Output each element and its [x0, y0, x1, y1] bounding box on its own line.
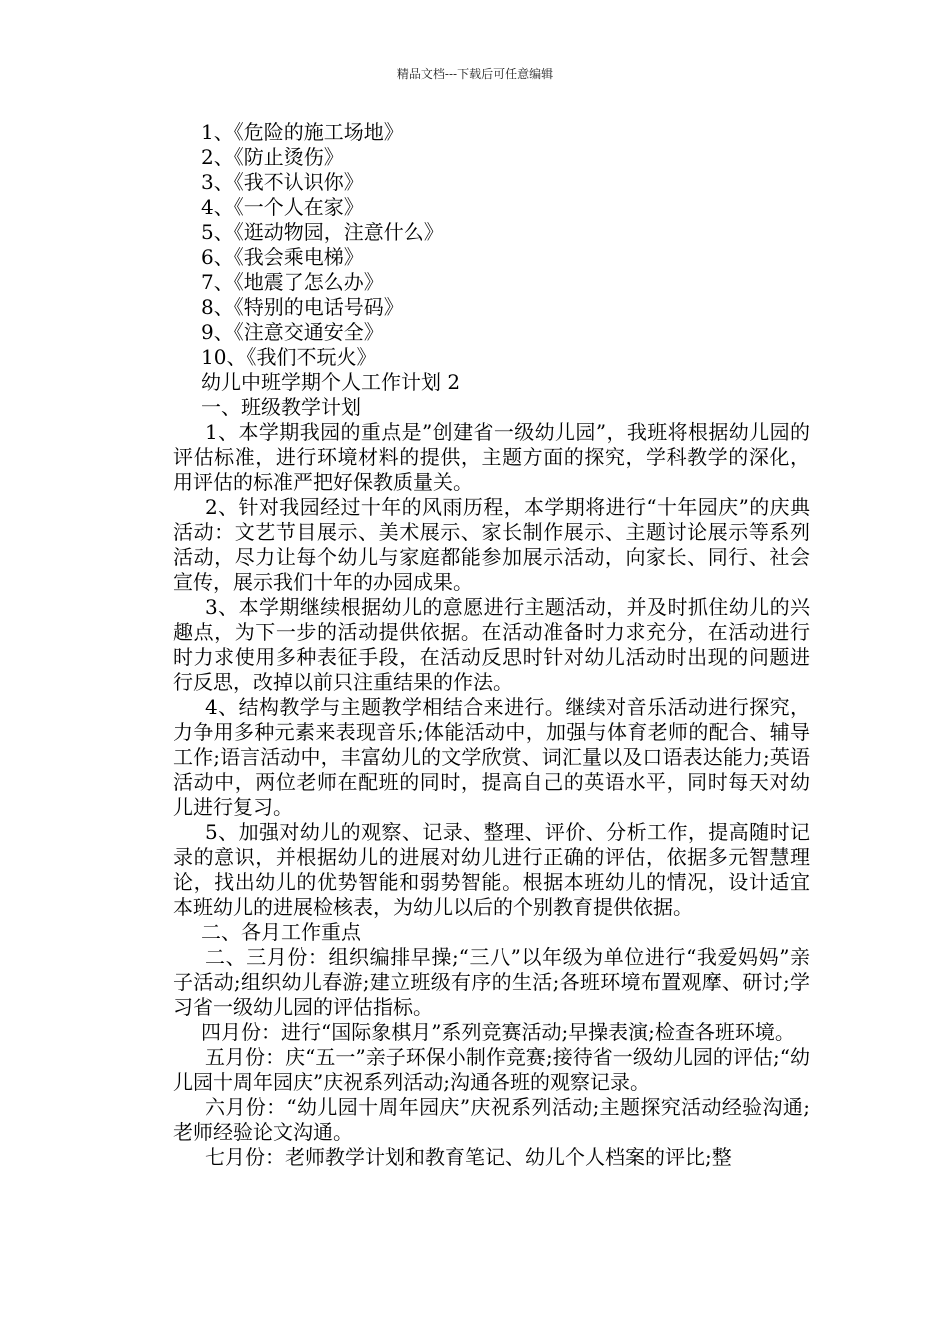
page-header: 精品文档---下载后可任意编辑 [396, 67, 554, 81]
paragraph: 1、本学期我园的重点是”创建省一级幼儿园”，我班将根据幼儿园的评估标准，进行环境材料的提供，主题方面的探究，学科教学的深化，用评估的标准严把好保教质量关。 [173, 420, 810, 494]
paragraph: 二、三月份：组织编排早操;“三八”以年级为单位进行“我爱妈妈”亲子活动;组织幼儿春游;建立班级有序的生活;各班环境布置观摩、研讨;学习省一级幼儿园的评估指标。 [173, 945, 810, 1019]
list-item: 5、《逛动物园，注意什么》 [201, 220, 444, 244]
list-item: 4、《一个人在家》 [201, 195, 364, 219]
document-body [173, 120, 810, 1170]
list-item: 3、《我不认识你》 [201, 170, 364, 194]
paragraph: 3、本学期继续根据幼儿的意愿进行主题活动，并及时抓住幼儿的兴趣点，为下一步的活动提供依据。在活动准备时力求充分，在活动进行时力求使用多种表征手段，在活动反思时针对幼儿活动时出现的问题进行反思，改掉以前只注重结果的作法。 [173, 595, 810, 694]
list-item: 2、《防止烫伤》 [201, 145, 344, 169]
list-item: 6、《我会乘电梯》 [201, 245, 364, 269]
paragraph: 六月份：“幼儿园十周年园庆”庆祝系列活动;主题探究活动经验沟通;老师经验论文沟通。 [173, 1095, 810, 1144]
paragraph: 四月份：进行“国际象棋月”系列竞赛活动;早操表演;检查各班环境。 [201, 1020, 795, 1044]
section-heading-teaching-plan: 一、班级教学计划 [201, 395, 361, 419]
plan-title: 幼儿中班学期个人工作计划 2 [201, 370, 461, 394]
paragraph: 七月份：老师教学计划和教育笔记、幼儿个人档案的评比;整 [205, 1145, 732, 1169]
safety-topic-list [173, 120, 810, 370]
paragraph: 4、结构教学与主题教学相结合来进行。继续对音乐活动进行探究，力争用多种元素来表现音乐;体能活动中，加强与体育老师的配合、辅导工作;语言活动中，丰富幼儿的文学欣赏、词汇量以及口语表达能力;英语活动中，两位老师在配班的同时，提高自己的英语水平，同时每天对幼儿进行复习。 [173, 695, 810, 819]
list-item: 9、《注意交通安全》 [201, 320, 384, 344]
paragraph: 5、加强对幼儿的观察、记录、整理、评价、分析工作，提高随时记录的意识，并根据幼儿的进展对幼儿进行正确的评估，依据多元智慧理论，找出幼儿的优势智能和弱势智能。根据本班幼儿的情况，设计适宜本班幼儿的进展检核表，为幼儿以后的个别教育提供依据。 [173, 820, 810, 919]
paragraph: 2、针对我园经过十年的风雨历程，本学期将进行“十年园庆”的庆典活动：文艺节目展示、美术展示、家长制作展示、主题讨论展示等系列活动，尽力让每个幼儿与家庭都能参加展示活动，向家长、同行、社会宣传，展示我们十年的办园成果。 [173, 495, 810, 594]
list-item: 1、《危险的施工场地》 [201, 120, 404, 144]
list-item: 10、《我们不玩火》 [201, 345, 377, 369]
paragraph: 五月份：庆“五一”亲子环保小制作竞赛;接待省一级幼儿园的评估;“幼儿园十周年园庆”庆祝系列活动;沟通各班的观察记录。 [173, 1045, 810, 1094]
list-item: 7、《地震了怎么办》 [201, 270, 384, 294]
list-item: 8、《特别的电话号码》 [201, 295, 404, 319]
section-heading-monthly-focus: 二、各月工作重点 [201, 920, 361, 944]
